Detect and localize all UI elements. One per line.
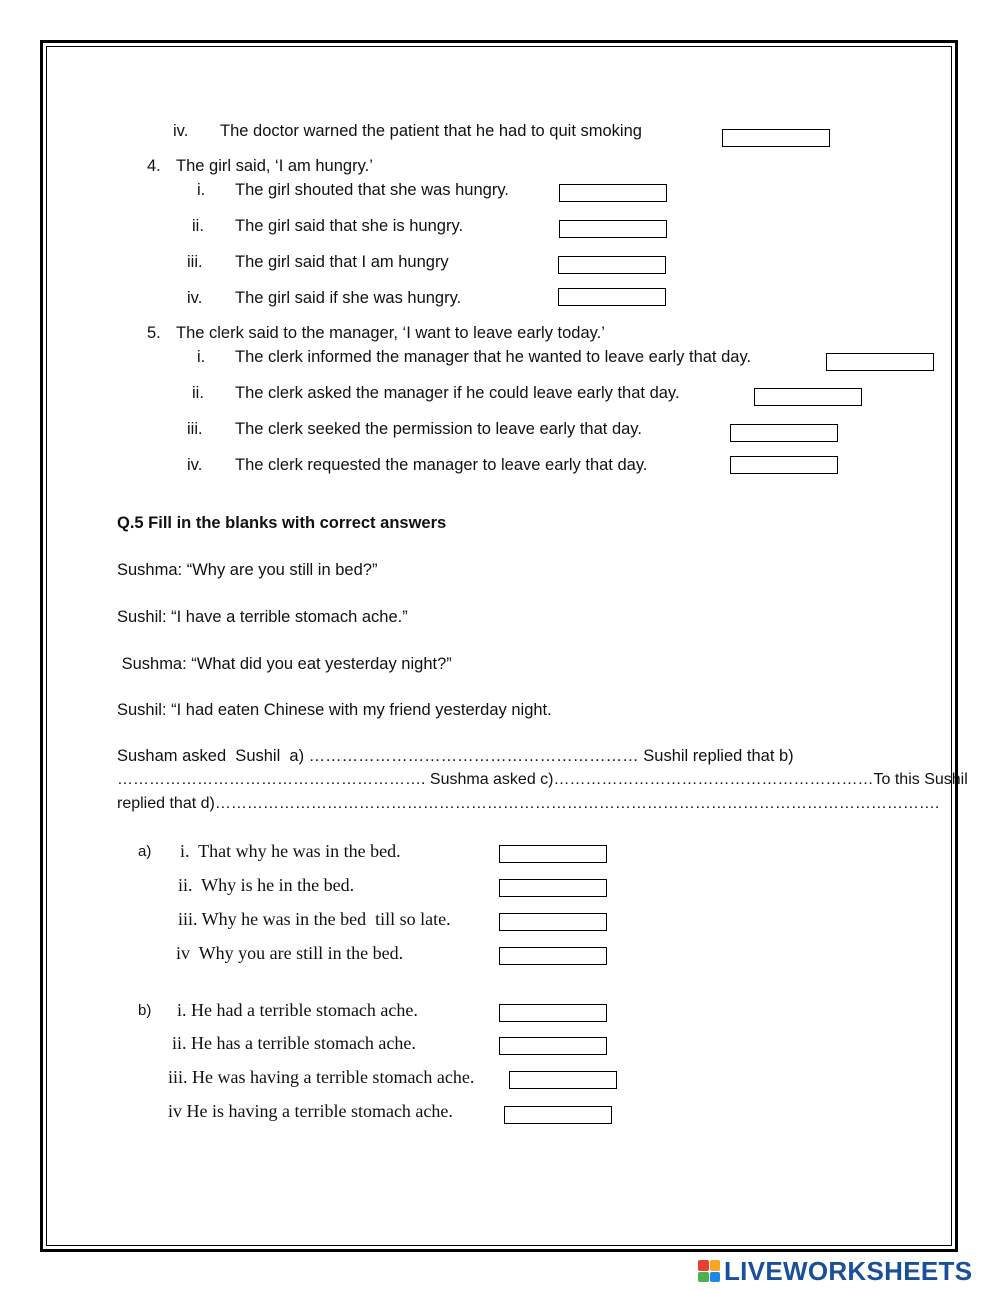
answer-box[interactable]	[499, 1037, 607, 1055]
question-stem: The clerk said to the manager, ‘I want to leave early today.’	[176, 324, 605, 342]
answer-box[interactable]	[730, 456, 838, 474]
answer-box[interactable]	[730, 424, 838, 442]
answer-box[interactable]	[499, 845, 607, 863]
answer-box[interactable]	[559, 220, 667, 238]
dialogue-line: Sushma: “Why are you still in bed?”	[117, 561, 378, 579]
option-num: ii.	[192, 384, 204, 402]
page-border-inner	[46, 46, 952, 1246]
dialogue-line: Sushil: “I had eaten Chinese with my friend yesterday night.	[117, 701, 552, 719]
option-num: iv.	[187, 456, 203, 474]
option-num: i.	[197, 348, 206, 366]
option-text: ii. Why is he in the bed.	[178, 875, 355, 895]
option-text: The girl shouted that she was hungry.	[235, 181, 509, 199]
option-text: iv He is having a terrible stomach ache.	[168, 1101, 453, 1121]
brand-block	[698, 1272, 709, 1283]
option-text: The clerk asked the manager if he could leave early that day.	[235, 384, 680, 402]
answer-box[interactable]	[722, 129, 830, 147]
option-text: ii. He has a terrible stomach ache.	[172, 1033, 416, 1053]
answer-box[interactable]	[509, 1071, 617, 1089]
passage-line: …………………………………………………. Sushma asked c)……………………………………………………To this Sushil	[117, 771, 968, 788]
option-text: The girl said that I am hungry	[235, 253, 449, 271]
option-text: The girl said if she was hungry.	[235, 289, 462, 307]
dialogue-line: Sushil: “I have a terrible stomach ache.”	[117, 608, 408, 626]
option-text: The girl said that she is hungry.	[235, 217, 464, 235]
part-label: a)	[138, 843, 152, 860]
option-text: The clerk seeked the permission to leave early that day.	[235, 420, 642, 438]
option-text: iii. Why he was in the bed till so late.	[178, 909, 451, 929]
answer-box[interactable]	[754, 388, 862, 406]
question-stem: The girl said, ‘I am hungry.’	[176, 157, 373, 175]
option-text: i. He had a terrible stomach ache.	[177, 1000, 418, 1020]
option-num: i.	[197, 181, 206, 199]
answer-box[interactable]	[558, 288, 666, 306]
answer-box[interactable]	[499, 1004, 607, 1022]
passage-line: Susham asked Sushil a) …………………………………………………… Sushil replied that b)	[117, 747, 794, 765]
dialogue-line: Sushma: “What did you eat yesterday night?”	[117, 655, 452, 673]
brand-block	[710, 1272, 721, 1283]
option-text: i. That why he was in the bed.	[180, 841, 401, 861]
option-num: iii.	[187, 253, 203, 271]
answer-box[interactable]	[504, 1106, 612, 1124]
question-number: 4.	[147, 157, 161, 175]
q4-carry-option-num: iv.	[173, 122, 189, 140]
answer-box[interactable]	[826, 353, 934, 371]
option-num: iv.	[187, 289, 203, 307]
q4-carry-option-text: The doctor warned the patient that he had to quit smoking	[220, 122, 642, 140]
answer-box[interactable]	[499, 913, 607, 931]
question-number: 5.	[147, 324, 161, 342]
part-label: b)	[138, 1002, 152, 1019]
liveworksheets-logo[interactable]	[698, 1256, 972, 1286]
answer-box[interactable]	[558, 256, 666, 274]
section-heading: Q.5 Fill in the blanks with correct answers	[117, 514, 447, 532]
brand-block	[698, 1260, 709, 1271]
option-text: iv Why you are still in the bed.	[176, 943, 404, 963]
answer-box[interactable]	[499, 947, 607, 965]
option-text: The clerk requested the manager to leave early that day.	[235, 456, 648, 474]
option-text: The clerk informed the manager that he wanted to leave early that day.	[235, 348, 752, 366]
answer-box[interactable]	[559, 184, 667, 202]
brand-name: LIVEWORKSHEETS	[724, 1255, 973, 1286]
brand-blocks-icon	[698, 1260, 720, 1282]
answer-box[interactable]	[499, 879, 607, 897]
brand-block	[710, 1260, 721, 1271]
option-text: iii. He was having a terrible stomach ache.	[168, 1067, 475, 1087]
option-num: iii.	[187, 420, 203, 438]
option-num: ii.	[192, 217, 204, 235]
passage-line: replied that d)……………………………………………………………………………………………………………………….	[117, 795, 940, 812]
